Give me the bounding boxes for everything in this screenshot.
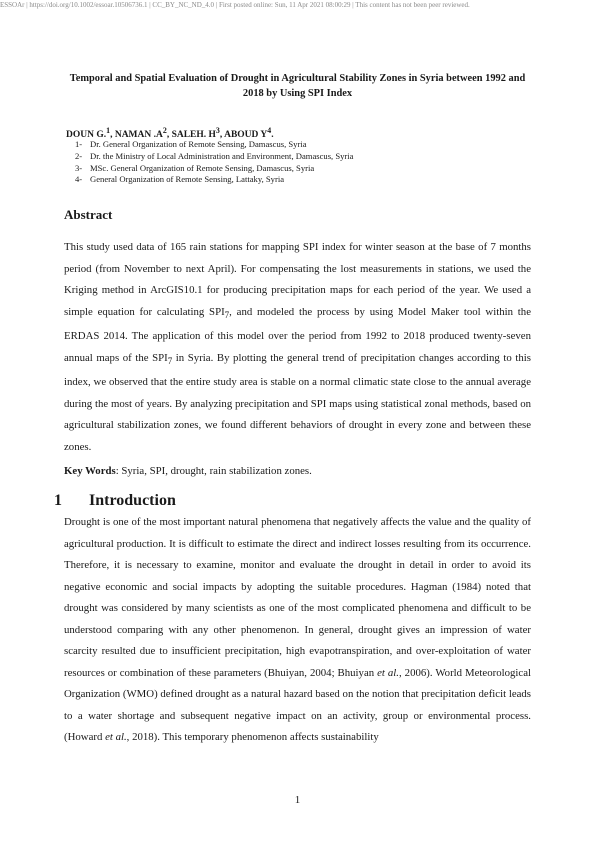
- affiliation-number: 1-: [75, 139, 83, 149]
- intro-text-part: , 2006). World Meteorological Organization (WMO) defined drought as a natural hazard based on the notion that precipitation deficit leads to a water shortage and subsequent negative impact on an activity, group or environmental process. (Howard: [64, 666, 531, 743]
- affiliation-item: [75, 139, 354, 151]
- author-superscript: 3: [215, 126, 220, 135]
- abstract-text-part: , and modeled the process by using Model Maker tool within the ERDAS 2014. The application of this model over the period from 1992 to 2018 produced twenty-seven annual maps of the SPI: [64, 305, 531, 364]
- keywords-text: : Syria, SPI, drought, rain stabilization zones.: [115, 465, 312, 477]
- affiliation-text: MSc. General Organization of Remote Sensing, Damascus, Syria: [90, 162, 315, 173]
- intro-text-part: Drought is one of the most important natural phenomena that negatively affects the value and the quality of agricultural production. It is difficult to estimate the direct and indirect losses resulting from its occurrence. Therefore, it is necessary to examine, monitor and evaluate the drought in detail in order to avoid its negative economic and social impacts by adopting the suitable procedures. Hagman (1984) noted that drought was considered by many scientists as one of the most complicated phenomena and difficult to be understood comparing with any other phenomenon. In general, drought gives an impression of water scarcity resulted due to insufficient precipitation, high evapotranspiration, and over-exploitation of water resources or combination of these parameters (Bhuiyan, 2004; Bhuiyan: [64, 516, 531, 679]
- abstract-paragraph: [64, 237, 531, 458]
- author-name: , ABOUD Y: [219, 130, 268, 141]
- paper-title: Temporal and Spatial Evaluation of Drought in Agricultural Stability Zones in Syria between 1992 and 2018 by Using SPI Index: [69, 73, 526, 99]
- author-superscript: 1: [106, 126, 111, 135]
- affiliation-number: 2-: [75, 150, 83, 161]
- section-title: Introduction: [89, 492, 176, 509]
- intro-italic: et al.: [105, 731, 127, 743]
- affiliation-number: 4-: [75, 174, 83, 185]
- abstract-text-part: This study used data of 165 rain stations for mapping SPI index for winter season at the base of 7 months period (from November to next April). For compensating the lost measurements in stations, we used the Kriging method in ArcGIS10.1 for producing precipitation maps for each period of the year. We used a simple equation for calculating SPI: [64, 241, 531, 318]
- author-name: , NAMAN .A: [110, 130, 163, 141]
- affiliation-text: General Organization of Remote Sensing, Lattaky, Syria: [90, 174, 285, 185]
- affiliation-item: [75, 163, 354, 175]
- section-number: 1: [54, 492, 62, 509]
- introduction-paragraph: [64, 512, 531, 749]
- spi-subscript: 7: [167, 355, 173, 366]
- affiliation-text: Dr. General Organization of Remote Sensing, Damascus, Syria: [90, 139, 307, 149]
- keywords-line: [64, 465, 312, 477]
- affiliation-item: [75, 151, 354, 163]
- intro-text-part: , 2018). This temporary phenomenon affects sustainability: [126, 731, 379, 743]
- affiliation-number: 3-: [75, 162, 83, 173]
- spi-subscript: 7: [224, 309, 230, 320]
- intro-italic: et al.: [377, 666, 399, 679]
- affiliation-item: [75, 174, 354, 186]
- author-name: , SALEH. H: [166, 130, 216, 141]
- affiliation-text: Dr. the Ministry of Local Administration and Environment, Damascus, Syria: [90, 150, 354, 161]
- author-superscript: 2: [162, 126, 167, 135]
- section-heading: [54, 492, 176, 510]
- page-number: 1: [294, 794, 301, 806]
- author-list-end: .: [271, 130, 274, 141]
- abstract-text-part: in Syria. By plotting the general trend of precipitation changes according to this index, we observed that the entire study area is stable on a normal climatic state close to the annual average during the most of years. By analyzing precipitation and SPI maps using statistical zonal methods, based on agricultural stabilization zones, we found different behaviors of drought in every zone and between these zones.: [64, 351, 531, 453]
- affiliation-list: [75, 139, 354, 186]
- preprint-banner: ESSOAr | https://doi.org/10.1002/essoar.10506736.1 | CC_BY_NC_ND_4.0 | First posted online: Sun, 11 Apr 2021 08:00:29 | This content has not been peer reviewed.: [0, 1, 470, 9]
- author-name: DOUN G.: [66, 130, 107, 141]
- abstract-heading: Abstract: [64, 207, 113, 222]
- author-superscript: 4: [267, 126, 272, 135]
- keywords-label: Key Words: [64, 465, 116, 477]
